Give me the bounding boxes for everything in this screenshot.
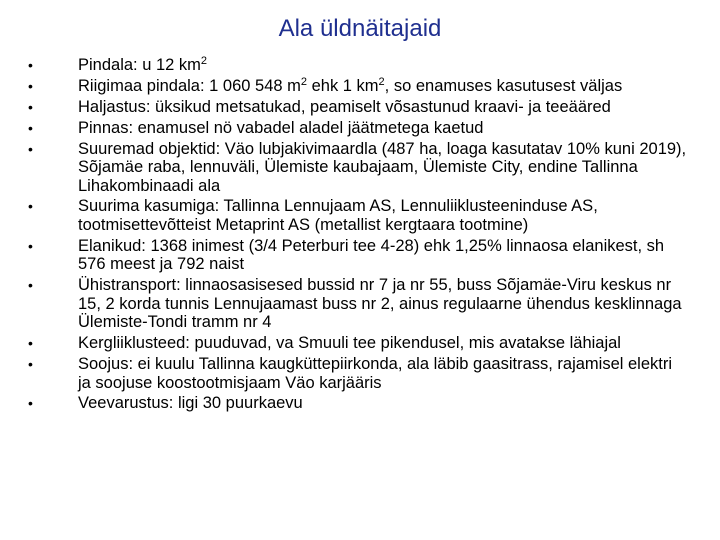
text-segment: Riigimaa pindala: 1 060 548 m — [78, 76, 301, 95]
list-item-text — [78, 394, 303, 412]
list-item-text — [78, 56, 207, 74]
list-item-text — [78, 237, 664, 274]
list-item — [28, 119, 688, 138]
superscript: 2 — [300, 75, 308, 88]
list-item-text — [78, 334, 621, 352]
bullet-dot-icon: • — [28, 395, 33, 412]
list-item — [28, 334, 688, 353]
list-item — [28, 237, 688, 274]
bullet-dot-icon: • — [28, 198, 33, 215]
list-item-text — [78, 98, 611, 116]
text-segment: Haljastus: üksikud metsatukad, peamiselt võsastunud kraavi- ja teeääred — [78, 97, 611, 116]
list-item-text — [78, 119, 483, 137]
bullet-dot-icon: • — [28, 57, 33, 73]
text-segment: Suurima kasumiga: Tallinna Lennujaam AS, Lennuliiklusteeninduse AS, tootmisettevõtteist Metaprint AS (metallist kergtaara tootmine) — [78, 197, 598, 234]
bullet-dot-icon: • — [28, 356, 33, 373]
list-item — [28, 56, 688, 75]
text-segment: , so enamuses kasutusest väljas — [384, 76, 623, 95]
text-segment: Veevarustus: ligi 30 puurkaevu — [78, 394, 303, 413]
list-item-text — [78, 140, 686, 195]
list-item-text — [78, 197, 598, 234]
bullet-list — [28, 56, 688, 415]
superscript: 2 — [378, 75, 385, 88]
bullet-dot-icon: • — [28, 277, 33, 294]
bullet-dot-icon: • — [28, 77, 33, 94]
text-segment: Ühistransport: linnaosasisesed bussid nr 7 ja nr 55, buss Sõjamäe-Viru keskus nr 15, 2 korda tunnis Lennujaamast buss nr 2, ainus regulaarne ühendus kesklinnaga Ülemiste-Tondi tramm nr 4 — [78, 276, 682, 332]
text-segment: Elanikud: 1368 inimest (3/4 Peterburi tee 4-28) ehk 1,25% linnaosa elanikest, sh 576 meest ja 792 naist — [78, 236, 665, 274]
list-item-text — [78, 77, 622, 95]
slide-title: Ala üldnäitajaid — [278, 15, 442, 42]
superscript: 2 — [200, 55, 208, 67]
list-item — [28, 77, 688, 96]
list-item — [28, 197, 688, 234]
bullet-dot-icon: • — [28, 237, 33, 254]
list-item — [28, 98, 688, 117]
bullet-dot-icon: • — [28, 119, 33, 136]
list-item — [28, 394, 688, 413]
list-item — [28, 355, 688, 392]
list-item-text — [78, 276, 682, 331]
text-segment: Pinnas: enamusel nö vabadel aladel jäätmetega kaetud — [78, 118, 484, 137]
bullet-dot-icon: • — [28, 140, 33, 157]
text-segment: Kergliiklusteed: puuduvad, va Smuuli tee pikendusel, mis avatakse lähiajal — [78, 334, 621, 353]
text-segment: Soojus: ei kuulu Tallinna kaugküttepiirkonda, ala läbib gaasitrass, rajamisel elektri ja soojuse koostootmisjaam Väo karjääris — [78, 355, 673, 392]
list-item — [28, 276, 688, 332]
bullet-dot-icon: • — [28, 335, 33, 352]
text-segment: ehk 1 km — [307, 76, 379, 95]
list-item — [28, 140, 688, 196]
text-segment: Suuremad objektid: Väo lubjakivimaardla (487 ha, loaga kasutatav 10% kuni 2019), Sõjamäe raba, lennuväli, Ülemiste kaubajaam, Ülemiste City, endine Tallinna Lihakombinaadi ala — [78, 139, 687, 195]
text-segment: Pindala: u 12 km — [78, 56, 201, 74]
bullet-dot-icon: • — [28, 98, 33, 115]
list-item-text — [78, 355, 672, 392]
